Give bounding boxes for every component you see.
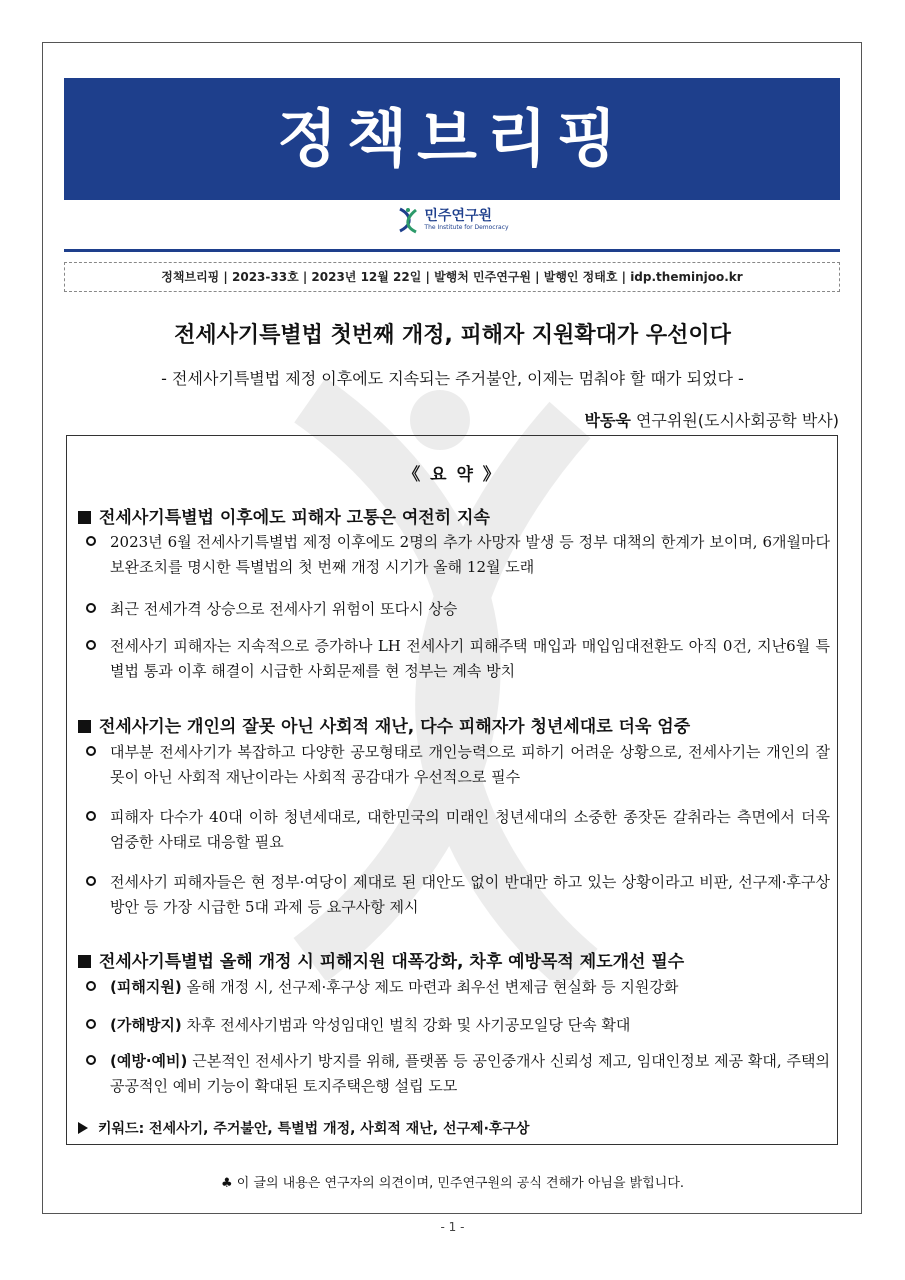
summary-section-title: 전세사기특별법 이후에도 피해자 고통은 여전히 지속 [78, 503, 490, 528]
bullet-tag: (피해지원) [110, 978, 182, 996]
square-bullet-icon [78, 720, 91, 733]
square-bullet-icon [78, 955, 91, 968]
summary-section-title: 전세사기는 개인의 잘못 아닌 사회적 재난, 다수 피해자가 청년세대로 더욱 엄중 [78, 712, 690, 737]
triangle-bullet-icon [78, 1122, 88, 1134]
institute-logo-icon [396, 206, 420, 234]
logo-name: 민주연구원 [424, 207, 493, 224]
summary-section-title: 전세사기특별법 올해 개정 시 피해지원 대폭강화, 차후 예방목적 제도개선 필수 [78, 947, 684, 972]
logo-subtitle: The Institute for Democracy [424, 223, 509, 231]
summary-bullet: (가해방지) 차후 전세사기범과 악성임대인 벌칙 강화 및 사기공모일당 단속 확대 [86, 1013, 830, 1038]
publication-info-bar: 정책브리핑 | 2023-33호 | 2023년 12월 22일 | 발행처 민주연구원 | 발행인 정태호 | idp.theminjoo.kr [64, 262, 840, 292]
author-role: 연구위원(도시사회공학 박사) [635, 411, 839, 430]
circle-bullet-icon [86, 1055, 96, 1065]
summary-bullet: 2023년 6월 전세사기특별법 제정 이후에도 2명의 추가 사망자 발생 등 정부 대책의 한계가 보이며, 6개월마다 보완조치를 명시한 특별법의 첫 번째 개정 시기가 올해 12월 도래 [86, 530, 830, 580]
title-banner [64, 78, 840, 200]
summary-bullet: (예방·예비) 근본적인 전세사기 방지를 위해, 플랫폼 등 공인중개사 신뢰성 제고, 임대인정보 제공 확대, 주택의 공공적인 예비 기능이 확대된 토지주택은행 설립 도모 [86, 1049, 830, 1099]
circle-bullet-icon [86, 811, 96, 821]
page-number: - 1 - [440, 1220, 465, 1234]
keywords-line: 키워드: 전세사기, 주거불안, 특별법 개정, 사회적 재난, 선구제·후구상 [78, 1118, 529, 1138]
summary-bullet: 최근 전세가격 상승으로 전세사기 위험이 또다시 상승 [86, 597, 830, 622]
author-name: 박동욱 [584, 411, 631, 430]
article-title: 전세사기특별법 첫번째 개정, 피해자 지원확대가 우선이다 [174, 323, 731, 348]
article-subtitle: - 전세사기특별법 제정 이후에도 지속되는 주거불안, 이제는 멈춰야 할 때가 되었다 - [161, 369, 744, 388]
square-bullet-icon [78, 511, 91, 524]
banner-title: 정책브리핑 [277, 102, 627, 175]
circle-bullet-icon [86, 876, 96, 886]
summary-bullet: 전세사기 피해자는 지속적으로 증가하나 LH 전세사기 피해주택 매입과 매입임대전환도 아직 0건, 지난6월 특별법 통과 이후 해결이 시급한 사회문제를 현 정부는 계속 방치 [86, 634, 830, 684]
circle-bullet-icon [86, 1019, 96, 1029]
circle-bullet-icon [86, 536, 96, 546]
disclaimer: ♣ 이 글의 내용은 연구자의 의견이며, 민주연구원의 공식 견해가 아님을 밝힙니다. [220, 1176, 685, 1191]
header-rule [64, 249, 840, 252]
circle-bullet-icon [86, 640, 96, 650]
summary-heading: 《 요 약 》 [403, 465, 502, 485]
bullet-tag: (예방·예비) [110, 1052, 188, 1070]
circle-bullet-icon [86, 746, 96, 756]
institute-logo [0, 206, 905, 238]
bullet-tag: (가해방지) [110, 1016, 182, 1034]
summary-bullet: (피해지원) 올해 개정 시, 선구제·후구상 제도 마련과 최우선 변제금 현실화 등 지원강화 [86, 975, 830, 1000]
summary-bullet: 대부분 전세사기가 복잡하고 다양한 공모형태로 개인능력으로 피하기 어려운 상황으로, 전세사기는 개인의 잘못이 아닌 사회적 재난이라는 사회적 공감대가 우선적으로 필수 [86, 740, 830, 790]
summary-bullet: 전세사기 피해자들은 현 정부·여당이 제대로 된 대안도 없이 반대만 하고 있는 상황이라고 비판, 선구제·후구상 방안 등 가장 시급한 5대 과제 등 요구사항 제시 [86, 870, 830, 920]
circle-bullet-icon [86, 603, 96, 613]
author-line [584, 408, 839, 431]
summary-bullet: 피해자 다수가 40대 이하 청년세대로, 대한민국의 미래인 청년세대의 소중한 종잣돈 갈취라는 측면에서 더욱 엄중한 사태로 대응할 필요 [86, 805, 830, 855]
circle-bullet-icon [86, 981, 96, 991]
